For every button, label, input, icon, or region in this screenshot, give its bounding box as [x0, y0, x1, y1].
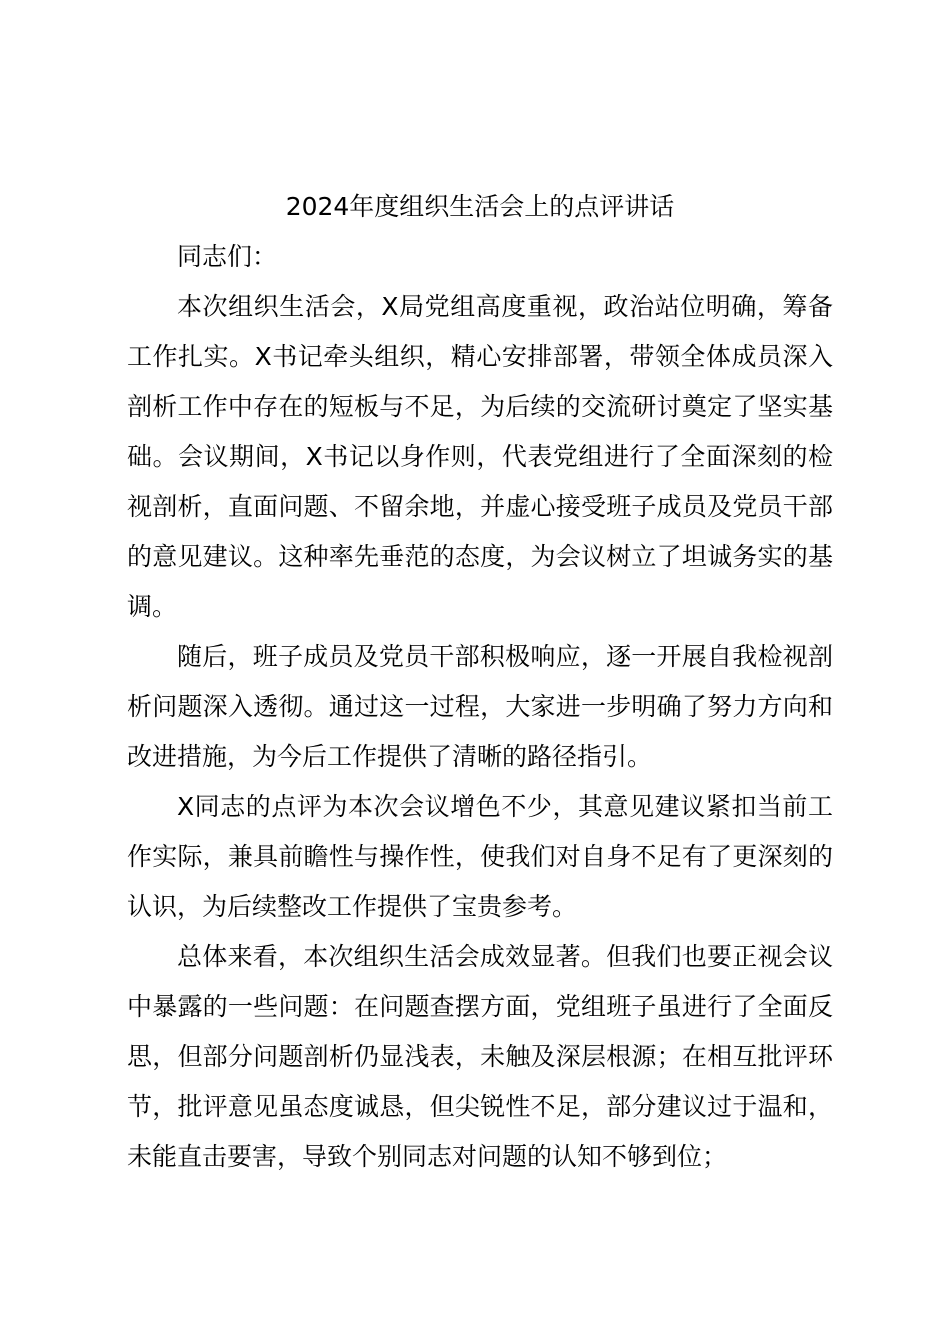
document-title: 2024年度组织生活会上的点评讲话 — [285, 192, 675, 221]
document-body — [127, 182, 833, 1182]
paragraph-3: X同志的点评为本次会议增色不少，其意见建议紧扣当前工作实际，兼具前瞻性与操作性，使我们对自身不足有了更深刻的认识，为后续整改工作提供了宝贵参考。 — [127, 792, 833, 921]
paragraph-4: 总体来看，本次组织生活会成效显著。但我们也要正视会议中暴露的一些问题：在问题查摆方面，党组班子虽进行了全面反思，但部分问题剖析仍显浅表，未触及深层根源；在相互批评环节，批评意见虽态度诚恳，但尖锐性不足，部分建议过于温和，未能直击要害，导致个别同志对问题的认知不够到位； — [127, 942, 833, 1171]
paragraph-2: 随后，班子成员及党员干部积极响应，逐一开展自我检视剖析问题深入透彻。通过这一过程，大家进一步明确了努力方向和改进措施，为今后工作提供了清晰的路径指引。 — [127, 642, 833, 771]
salutation: 同志们： — [177, 242, 278, 271]
paragraph-1: 本次组织生活会，X局党组高度重视，政治站位明确，筹备工作扎实。X书记牵头组织，精心安排部署，带领全体成员深入剖析工作中存在的短板与不足，为后续的交流研讨奠定了坚实基础。会议期间，X书记以身作则，代表党组进行了全面深刻的检视剖析，直面问题、不留余地，并虚心接受班子成员及党员干部的意见建议。这种率先垂范的态度，为会议树立了坦诚务实的基调。 — [127, 292, 833, 621]
